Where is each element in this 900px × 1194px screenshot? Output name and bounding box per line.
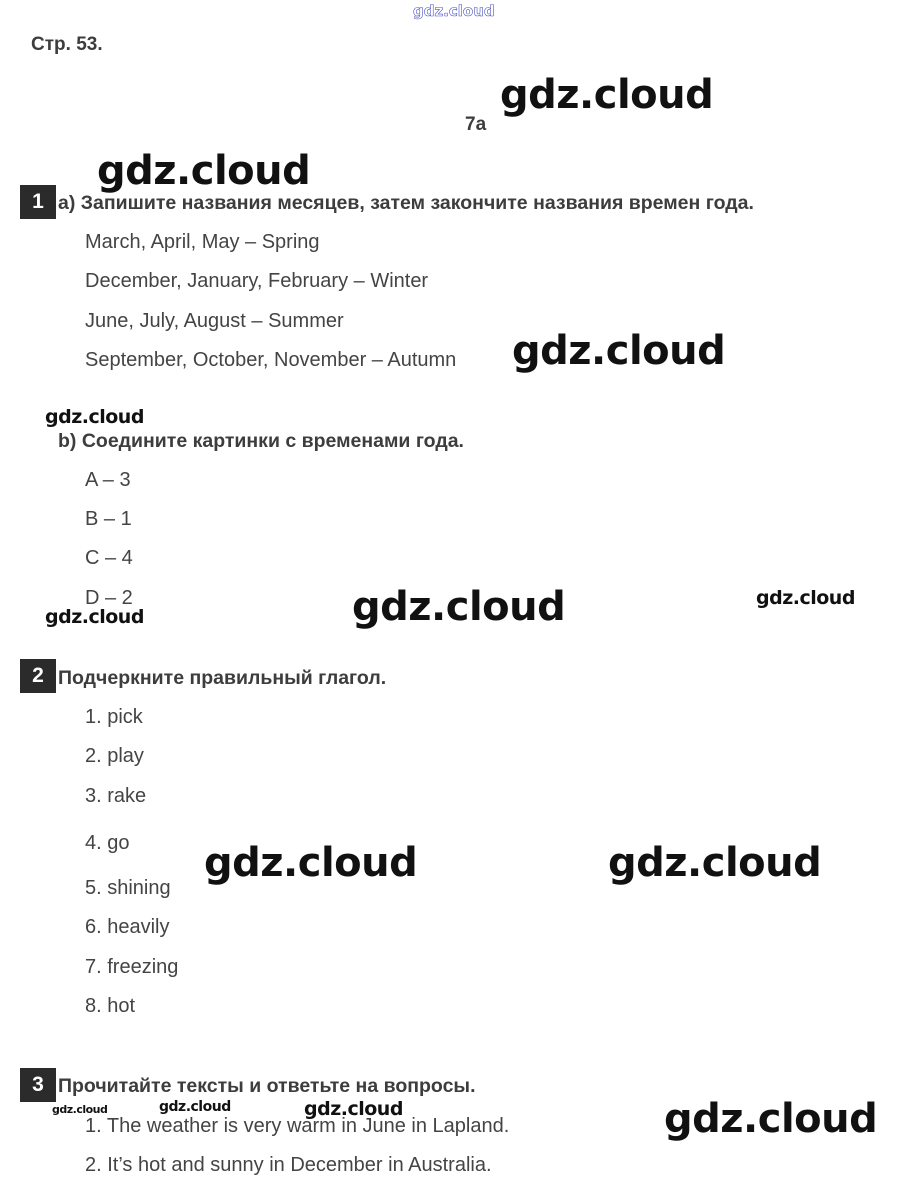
watermark: gdz.cloud [352, 584, 566, 630]
task-2-answer: 3. rake [85, 785, 147, 807]
task-3-answer: 2. It’s hot and sunny in December in Australia. [85, 1154, 492, 1176]
watermark: gdz.cloud [45, 406, 144, 428]
task-2-answer: 6. heavily [85, 916, 170, 938]
task-2-answer: 4. go [85, 832, 130, 854]
task-2-instruction: Подчеркните правильный глагол. [58, 667, 387, 689]
task-3-number-badge: 3 [20, 1068, 56, 1102]
task-1b-answer: B – 1 [85, 508, 132, 530]
watermark-top: gdz.cloud [413, 2, 495, 20]
task-1b-answer: C – 4 [85, 547, 133, 569]
task-3-instruction: Прочитайте тексты и ответьте на вопросы. [58, 1075, 476, 1097]
watermark: gdz.cloud [204, 840, 418, 886]
watermark: gdz.cloud [97, 148, 311, 194]
watermark: gdz.cloud [159, 1099, 231, 1115]
watermark: gdz.cloud [512, 328, 726, 374]
task-1b-answer: D – 2 [85, 587, 133, 609]
task-1a-answer: March, April, May – Spring [85, 231, 320, 253]
task-1a-answer: September, October, November – Autumn [85, 349, 457, 371]
task-3-answer: 1. The weather is very warm in June in Lapland. [85, 1115, 510, 1137]
task-2-answer: 1. pick [85, 706, 143, 728]
task-2-number-badge: 2 [20, 659, 56, 693]
task-1b-answer: A – 3 [85, 469, 131, 491]
task-1-number-badge: 1 [20, 185, 56, 219]
watermark: gdz.cloud [500, 72, 714, 118]
task-2-answer: 7. freezing [85, 956, 179, 978]
task-2-answer: 8. hot [85, 995, 136, 1017]
task-1a-instruction: a) Запишите названия месяцев, затем закончите названия времен года. [58, 192, 754, 214]
task-1a-answer: June, July, August – Summer [85, 310, 344, 332]
watermark: gdz.cloud [608, 840, 822, 886]
watermark: gdz.cloud [756, 587, 855, 609]
watermark: gdz.cloud [45, 606, 144, 628]
page-reference: Стр. 53. [31, 34, 103, 55]
task-1a-answer: December, January, February – Winter [85, 270, 429, 292]
watermark: gdz.cloud [52, 1103, 108, 1116]
unit-label: 7a [465, 114, 487, 135]
watermark: gdz.cloud [664, 1096, 878, 1142]
watermark: gdz.cloud [304, 1098, 403, 1120]
task-2-answer: 2. play [85, 745, 144, 767]
task-1b-instruction: b) Соедините картинки с временами года. [58, 430, 464, 452]
task-2-answer: 5. shining [85, 877, 171, 899]
